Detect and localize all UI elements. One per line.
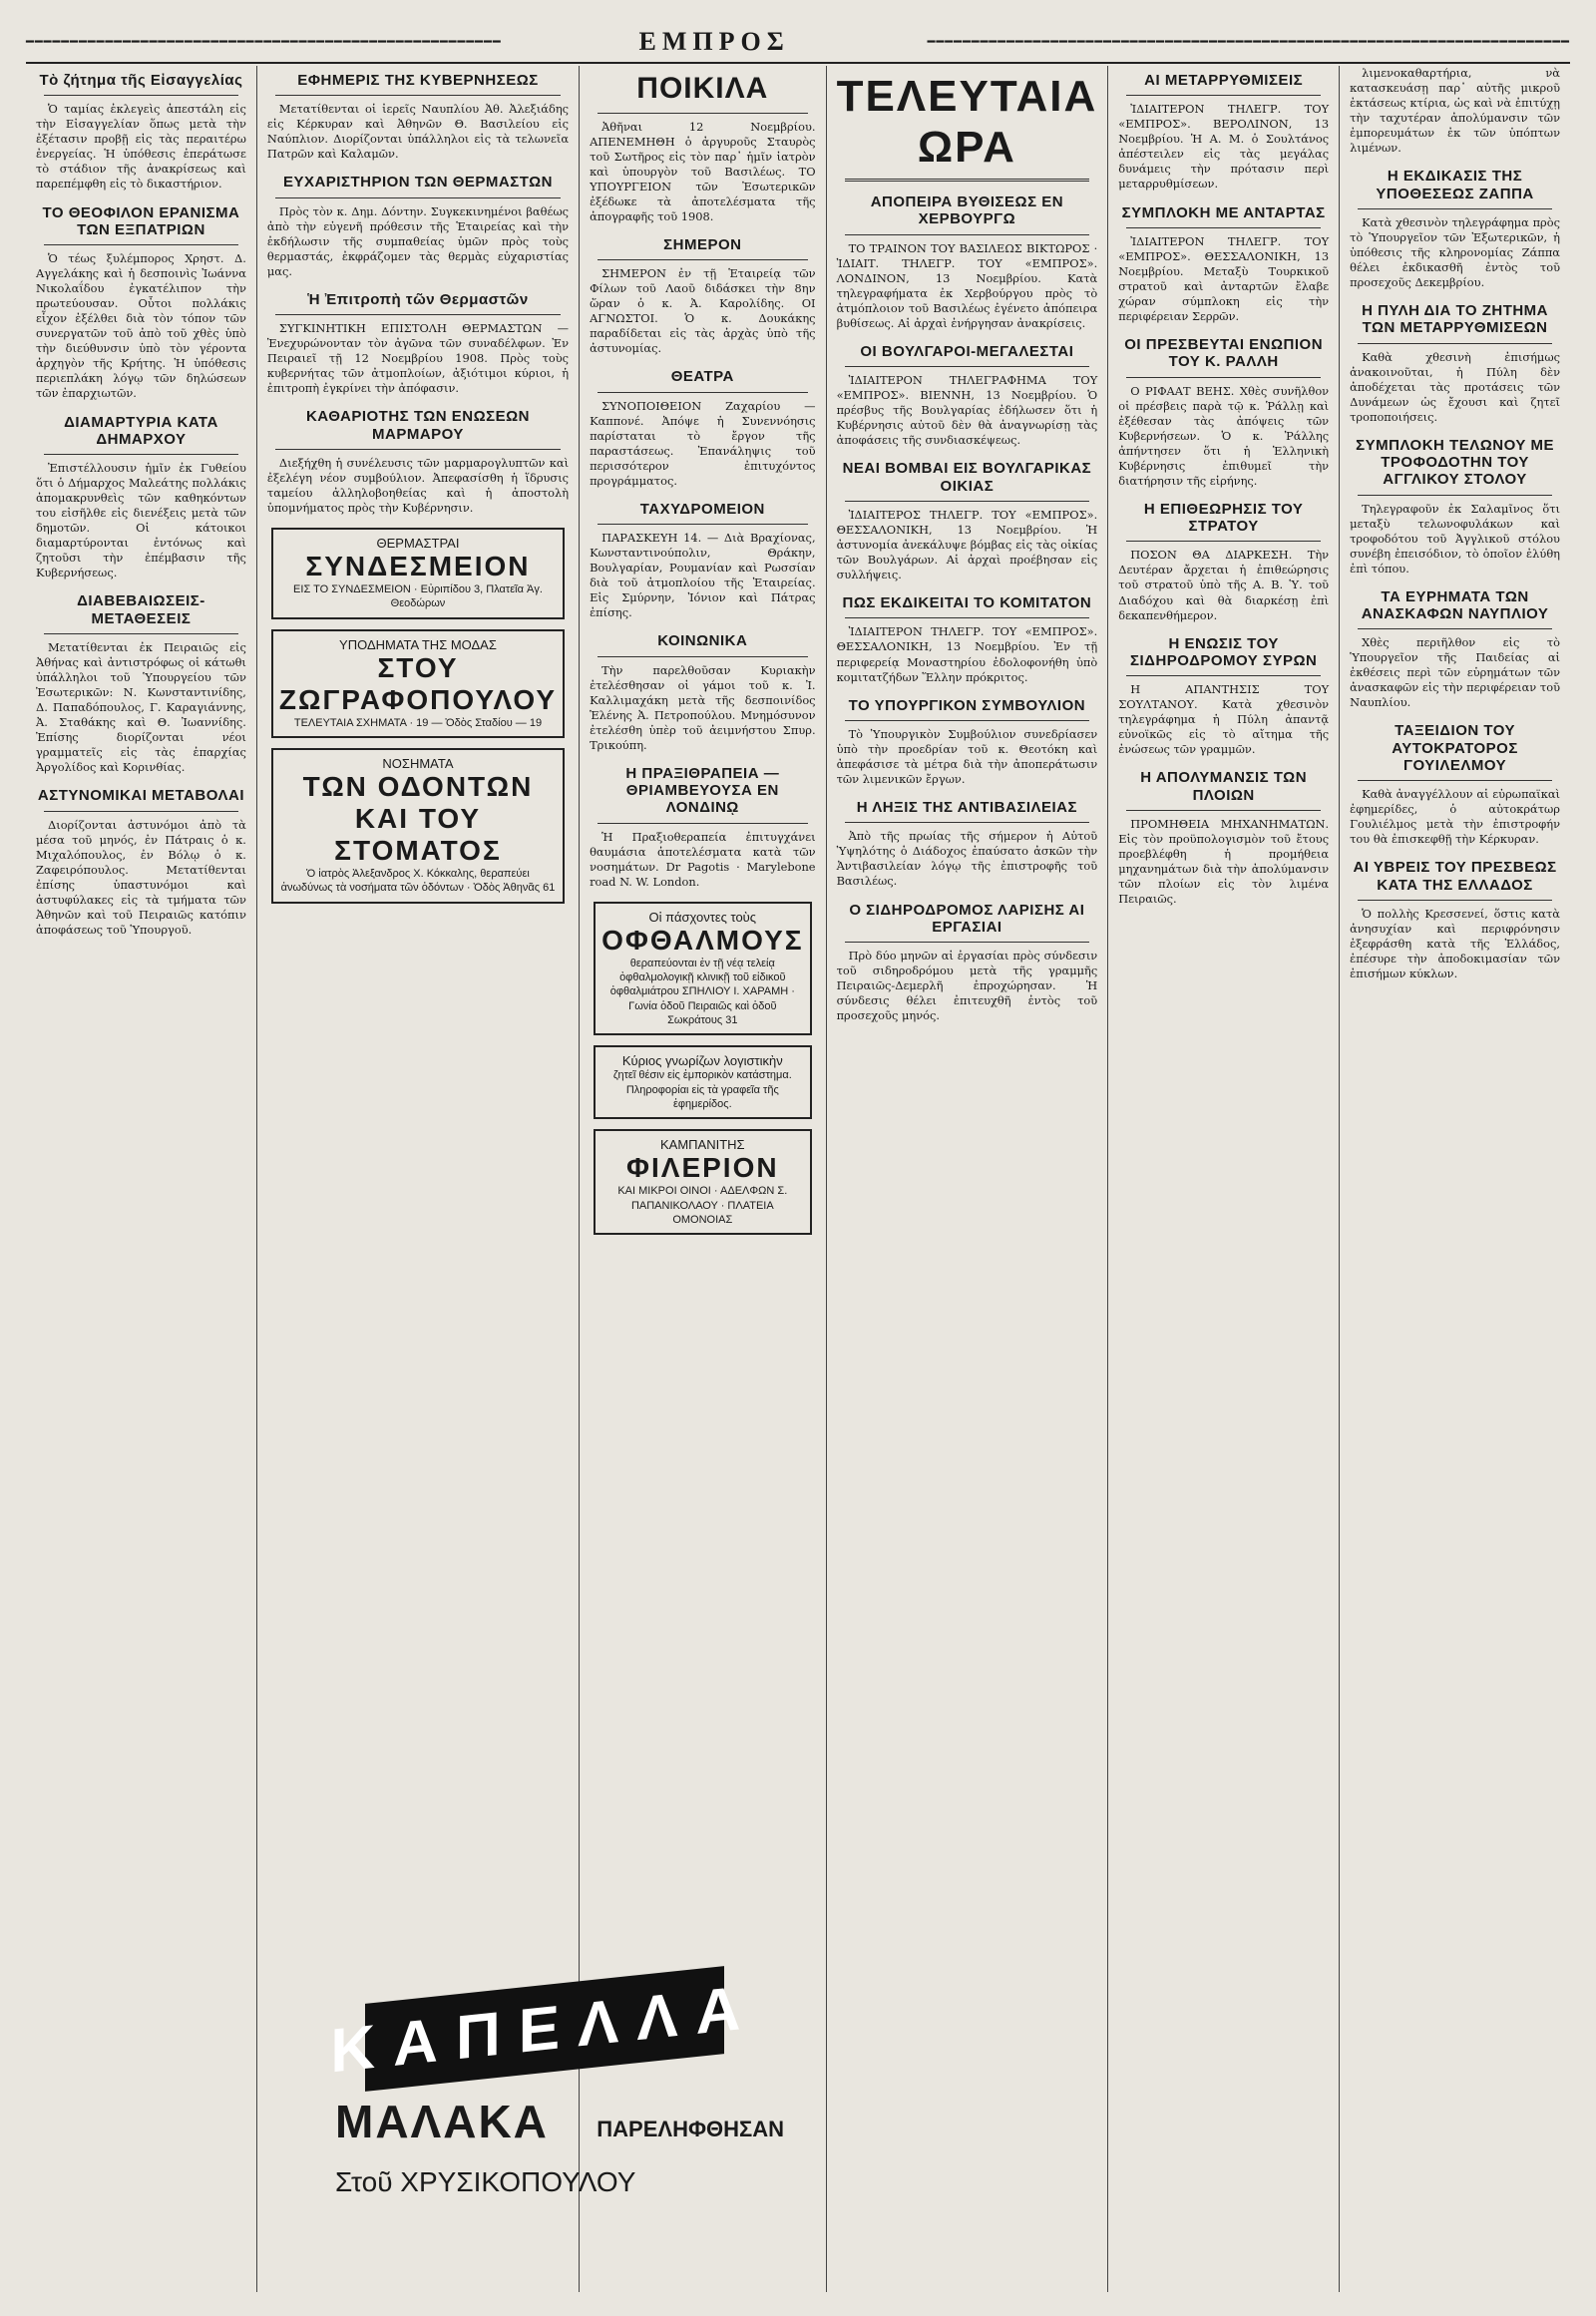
article-text: ἸΔΙΑΙΤΕΡΟΝ ΤΗΛΕΓΡ. ΤΟΥ «ΕΜΠΡΟΣ». ΘΕΣΣΑΛΟΝΙΚΗ, 13 Νοεμβρίου. Μεταξὺ Τουρκικοῦ στρατοῦ καὶ ἀνταρτῶν ἔλαβε χώραν σύμπλοκη εἰς τὴν περιφέρειαν Σερρῶν. bbox=[1118, 233, 1330, 324]
article bbox=[837, 343, 1098, 448]
article bbox=[36, 414, 246, 581]
ad-left-word: ΜΑΛΑΚΑ bbox=[335, 2096, 549, 2147]
advertisement bbox=[594, 1045, 812, 1119]
article-heading: ΤΑΧΥΔΡΟΜΕΙΟΝ bbox=[639, 500, 765, 518]
heading-rule bbox=[1126, 810, 1321, 811]
article-heading: ΑΠΟΠΕΙΡΑ ΒΥΘΙΣΕΩΣ ΕΝ ΧΕΡΒΟΥΡΓΩ bbox=[870, 193, 1064, 228]
ad-shop-line: Στοῦ ΧΡΥΣΙΚΟΠΟΥΛΟΥ bbox=[335, 2166, 636, 2197]
ad-line: ΤΩΝ ΟΔΟΝΤΩΝ ΚΑΙ ΤΟΥ ΣΤΟΜΑΤΟΣ bbox=[302, 770, 534, 866]
article-heading: ΔΙΑΒΕΒΑΙΩΣΕΙΣ-ΜΕΤΑΘΕΣΕΙΣ bbox=[77, 592, 205, 627]
heading-rule bbox=[1358, 208, 1552, 209]
heading-rule bbox=[1358, 343, 1552, 344]
article-heading: Ἡ Ἐπιτροπὴ τῶν Θερμαστῶν bbox=[307, 290, 529, 308]
heading-rule bbox=[598, 259, 808, 260]
article-heading: Τὸ ζήτημα τῆς Εἰσαγγελίας bbox=[39, 72, 243, 89]
ad-line: ΤΕΛΕΥΤΑΙΑ ΣΧΗΜΑΤΑ · 19 — Ὁδὸς Σταδίου — 19 bbox=[293, 716, 543, 729]
article-heading: ΠΟΙΚΙΛΑ bbox=[636, 72, 769, 105]
heading-rule bbox=[845, 501, 1090, 502]
article-heading: ΣΥΜΠΛΟΚΗ ΤΕΛΩΝΟΥ ΜΕ ΤΡΟΦΟΔΟΤΗΝ ΤΟΥ ΑΓΓΛΙΚΟΥ ΣΤΟΛΟΥ bbox=[1356, 436, 1554, 489]
article bbox=[1118, 635, 1329, 758]
ad-line: ΦΙΛΕΡΙΟΝ bbox=[626, 1152, 779, 1184]
column-2 bbox=[257, 66, 580, 2292]
article-heading: ΑΙ ΥΒΡΕΙΣ ΤΟΥ ΠΡΕΣΒΕΩΣ ΚΑΤΑ ΤΗΣ ΕΛΛΑΔΟΣ bbox=[1353, 859, 1557, 894]
article bbox=[267, 72, 569, 162]
article-text: ΠΑΡΑΣΚΕΥΗ 14. — Διὰ Βραχίονας, Κωνσταντινούπολιν, Θράκην, Βουλγαρίαν, Ρουμανίαν καὶ Ρωσσίαν διὰ τοῦ ἀτμοπλοίου τῆς Ἑταιρείας. Εἰς Σμύρνην, Ἰόνιον καὶ Πάτρας ἐπίσης. bbox=[590, 531, 816, 620]
article-heading: ΤΑ ΕΥΡΗΜΑΤΑ ΤΩΝ ΑΝΑΣΚΑΦΩΝ ΝΑΥΠΛΙΟΥ bbox=[1361, 587, 1549, 622]
ad-line: ΚΑΙ ΜΙΚΡΟΙ ΟΙΝΟΙ · ΑΔΕΛΦΩΝ Σ. ΠΑΠΑΝΙΚΟΛΑΟΥ · ΠΛΑΤΕΙΑ ΟΜΟΝΟΙΑΣ bbox=[617, 1185, 788, 1226]
article-heading: ΔΙΑΜΑΡΤΥΡΙΑ ΚΑΤΑ ΔΗΜΑΡΧΟΥ bbox=[64, 413, 218, 448]
article bbox=[837, 902, 1098, 1024]
article-heading: Η ΑΠΟΛΥΜΑΝΣΙΣ ΤΩΝ ΠΛΟΙΩΝ bbox=[1140, 769, 1308, 804]
ad-line: ΘΕΡΜΑΣΤΡΑΙ bbox=[376, 536, 460, 552]
article bbox=[1118, 501, 1329, 623]
article-heading: ΠΩΣ ΕΚΔΙΚΕΙΤΑΙ ΤΟ ΚΟΜΙΤΑΤΟΝ bbox=[842, 594, 1092, 612]
heading-rule bbox=[1126, 541, 1321, 542]
article-text: Πρὸς τὸν κ. Δημ. Δόντην. Συγκεκινημένοι βαθέως ἀπὸ τὴν εὐγενῆ πρόθεσιν τῆς Ἑταιρείας καὶ τὴν ἐκδήλωσιν τῆς συμπαθείας ὑμῶν πρὸς τοὺς θερμαστάς, ἐκφράζομεν τὰς θερμὰς εὐχαριστίας μας. bbox=[266, 203, 570, 278]
article-text: Ἀπὸ τῆς πρωίας τῆς σήμερον ἡ Αὐτοῦ Ὑψηλότης ὁ Διάδοχος ἐπαύσατο ἀσκῶν τὴν Ἀντιβασιλείαν λόγῳ τῆς ἐπιστροφῆς τοῦ Βασιλέως. bbox=[836, 829, 1098, 889]
ad-banner-word: ΚΑΠΕΛΛΑ bbox=[365, 1966, 724, 2092]
article-heading: ΑΣΤΥΝΟΜΙΚΑΙ ΜΕΤΑΒΟΛΑΙ bbox=[37, 787, 245, 805]
column-6 bbox=[1340, 66, 1570, 2292]
heading-rule bbox=[845, 720, 1090, 721]
article bbox=[1118, 769, 1329, 907]
article bbox=[837, 460, 1098, 582]
article-text: λιμενοκαθαρτήρια, νὰ κατασκευάσῃ παρ᾽ αὐτῆς μικροῦ ἐκτάσεως κτίρια, ὡς καὶ νὰ ἐπιτύχῃ τὴν ταχυτέραν ἀπολύμανσιν τῶν ἐμπορευμάτων ἐκ τῶν ὑπόπτων λιμένων. bbox=[1350, 66, 1560, 156]
heading-rule bbox=[598, 392, 808, 393]
ad-line: Κύριος γνωρίζων λογιστικὴν bbox=[621, 1053, 783, 1069]
article-heading: ΟΙ ΠΡΕΣΒΕΥΤΑΙ ΕΝΩΠΙΟΝ ΤΟΥ Κ. ΡΑΛΛΗ bbox=[1124, 336, 1324, 371]
article-text: Χθὲς περιῆλθον εἰς τὸ Ὑπουργεῖον τῆς Παιδείας αἱ ἐκθέσεις περὶ τῶν εὑρημάτων τῶν ἀνασκαφῶν εἰς τὴν περιφέρειαν τοῦ Ναυπλίου. bbox=[1350, 635, 1560, 710]
article-text: Μετατίθενται οἱ ἰερεῖς Ναυπλίου Ἀθ. Ἀλεξιάδης εἰς Κέρκυραν καὶ Ἀθηνῶν Θ. Βασιλείου εἰς Ναύπλιον. Διορίζονται ὑπάλληλοι εἰς τὰ τελωνεῖα Πατρῶν καὶ Καλαμῶν. bbox=[266, 102, 570, 162]
article-heading: ΤΕΛΕΥΤΑΙΑ ΩΡΑ bbox=[836, 72, 1098, 172]
heading-rule bbox=[845, 366, 1090, 367]
ad-line: ΕΙΣ ΤΟ ΣΥΝΔΕΣΜΕΙΟΝ · Εὐριπίδου 3, Πλατεῖα Ἀγ. Θεοδώρων bbox=[293, 583, 543, 610]
heading-rule bbox=[44, 633, 238, 634]
article-heading: ΣΥΜΠΛΟΚΗ ΜΕ ΑΝΤΑΡΤΑΣ bbox=[1121, 203, 1326, 221]
ad-line: ζητεῖ θέσιν εἰς ἐμπορικὸν κατάστημα. Πληροφορίαι εἰς τὰ γραφεῖα τῆς ἐφημερίδος. bbox=[612, 1069, 792, 1110]
article-heading: ΤΟ ΘΕΟΦΙΛΟΝ ΕΡΑΝΙΣΜΑ ΤΩΝ ΕΞΠΑΤΡΙΩΝ bbox=[42, 203, 240, 238]
advertisement bbox=[271, 629, 565, 738]
article-heading: ΘΕΑΤΡΑ bbox=[670, 368, 734, 386]
masthead bbox=[26, 22, 1570, 64]
heading-rule bbox=[1358, 628, 1552, 629]
article bbox=[1350, 168, 1560, 290]
article bbox=[837, 594, 1098, 684]
ad-subline bbox=[335, 2095, 784, 2148]
heading-rule bbox=[44, 811, 238, 812]
heading-rule bbox=[1126, 675, 1321, 676]
masthead-right-rule: ━━━━━━━━━━━━━━━━━━━━━━━━━━━━━━━━━━━━━━━━━━━━━━━━━━━━━━━━━━━━━━━━━━━━━━━━━ bbox=[927, 34, 1570, 50]
column-1 bbox=[26, 66, 257, 2292]
heading-rule bbox=[1358, 780, 1552, 781]
heading-rule bbox=[598, 524, 808, 525]
heading-rule bbox=[1126, 377, 1321, 378]
article bbox=[36, 787, 246, 938]
heading-rule bbox=[1358, 900, 1552, 901]
heading-rule bbox=[845, 822, 1090, 823]
article bbox=[590, 72, 816, 224]
ad-line: ΝΟΣΗΜΑΤΑ bbox=[382, 755, 454, 771]
article-heading: ΚΟΙΝΩΝΙΚΑ bbox=[657, 632, 748, 650]
article-heading: Ο ΣΙΔΗΡΟΔΡΟΜΟΣ ΛΑΡΙΣΗΣ ΑΙ ΕΡΓΑΣΙΑΙ bbox=[849, 901, 1085, 936]
article-heading: Η ΠΡΑΞΙΘΡΑΠΕΙΑ — ΘΡΙΑΜΒΕΥΟΥΣΑ ΕΝ ΛΟΝΔΙΝῼ bbox=[625, 764, 780, 817]
article-text: Τὸ Ὑπουργικὸν Συμβούλιον συνεδρίασεν ὑπὸ τὴν προεδρίαν τοῦ κ. Θεοτόκη καὶ ἀπεφάσισε τὰ μέτρα διὰ τὴν ἀποπεράτωσιν τῶν λιμενικῶν ἔργων. bbox=[836, 726, 1098, 787]
article bbox=[837, 697, 1098, 787]
article bbox=[1118, 72, 1329, 193]
article-text: Η ΑΠΑΝΤΗΣΙΣ ΤΟΥ ΣΟΥΛΤΑΝΟΥ. Κατὰ χθεσινὸν τηλεγράφημα ἡ Πύλη ἀπαντᾷ εὐνοϊκῶς εἰς τὸ αἴτημα τῆς ἐνώσεως τῶν γραμμῶν. bbox=[1118, 682, 1330, 757]
article-heading: ΝΕΑΙ ΒΟΜΒΑΙ ΕΙΣ ΒΟΥΛΓΑΡΙΚΑΣ ΟΙΚΙΑΣ bbox=[842, 460, 1092, 495]
article bbox=[1350, 302, 1560, 425]
article bbox=[36, 592, 246, 775]
heading-rule bbox=[598, 823, 808, 824]
article bbox=[36, 204, 246, 402]
heading-rule bbox=[845, 617, 1090, 618]
column-4 bbox=[827, 66, 1109, 2292]
article-text: Ο ΡΙΦΑΑΤ ΒΕΗΣ. Χθὲς συνῆλθον οἱ πρέσβεις παρὰ τῷ κ. Ῥάλλῃ καὶ ἐξέθεσαν τὰς ἀπόψεις τῶν Κυβερνήσεων. Ὁ κ. Ῥάλλης ἀπήντησεν ὅτι ἡ Ἑλληνικὴ Κυβέρνησις ἐπιθυμεῖ τὴν διατήρησιν τῆς εἰρήνης. bbox=[1118, 383, 1330, 488]
article bbox=[1350, 437, 1560, 577]
paper-name: ΕΜΠΡΟΣ bbox=[638, 27, 790, 56]
heading-rule bbox=[44, 95, 238, 96]
ad-line: ΚΑΜΠΑΝΙΤΗΣ bbox=[660, 1137, 745, 1153]
article bbox=[1350, 66, 1560, 156]
article-heading: Η ΕΠΙΘΕΩΡΗΣΙΣ ΤΟΥ ΣΤΡΑΤΟΥ bbox=[1143, 500, 1304, 536]
article-heading: ΚΑΘΑΡΙΟΤΗΣ ΤΩΝ ΕΝΩΣΕΩΝ ΜΑΡΜΑΡΟΥ bbox=[305, 408, 530, 443]
heading-rule bbox=[598, 113, 808, 114]
article bbox=[36, 72, 246, 193]
article-heading: Η ΕΝΩΣΙΣ ΤΟΥ ΣΙΔΗΡΟΔΡΟΜΟΥ ΣΥΡΩΝ bbox=[1130, 634, 1318, 669]
article-text: Ἐπιστέλλουσιν ἡμῖν ἐκ Γυθείου ὅτι ὁ Δήμαρχος Μαλεάτης πολλάκις ἀπομακρυνθεὶς τῶν καθηκόντων του εἰσῆλθε εἰς διενέξεις μετὰ τῶν δημοτῶν. Οἱ κάτοικοι διαμαρτύρονται ἐντόνως καὶ ζητοῦσι τὴν ἐπέμβασιν τῆς Κυβερνήσεως. bbox=[36, 461, 246, 580]
article-text: Πρὸ δύο μηνῶν αἱ ἐργασίαι πρὸς σύνδεσιν τοῦ σιδηροδρόμου μετὰ τῆς γραμμῆς Πειραιῶς-Δεμερλῆ ἐπροχώρησαν. Ἡ σύνδεσις θέλει ἐπιτευχθῆ ἐντὸς τοῦ προσεχοῦς μηνός. bbox=[836, 949, 1098, 1023]
article-text: Καθὰ χθεσινὴ ἐπισήμως ἀνακοινοῦται, ἡ Πύλη δὲν ἀποδέχεται τὰς προτάσεις τῶν Δυνάμεων ὡς ἔχουσι καὶ ζητεῖ τροποποιήσεις. bbox=[1350, 349, 1560, 424]
article-text: Κατὰ χθεσινὸν τηλεγράφημα πρὸς τὸ Ὑπουργεῖον τῶν Ἐξωτερικῶν, ἡ ὑπόθεσις τῆς κληρονομίας Ζάππα θέλει ἐκδικασθῆ ἐντὸς τοῦ προσεχοῦς Δεκεμβρίου. bbox=[1350, 214, 1560, 289]
article-heading: ΤΑΞΕΙΔΙΟΝ ΤΟΥ ΑΥΤΟΚΡΑΤΟΡΟΣ ΓΟΥΙΛΕΛΜΟΥ bbox=[1392, 722, 1518, 774]
article-heading: ΤΟ ΥΠΟΥΡΓΙΚΟΝ ΣΥΜΒΟΥΛΙΟΝ bbox=[848, 696, 1086, 714]
article-heading: Η ΛΗΞΙΣ ΤΗΣ ΑΝΤΙΒΑΣΙΛΕΙΑΣ bbox=[856, 799, 1077, 817]
article bbox=[1350, 722, 1560, 847]
advertisement bbox=[594, 902, 812, 1035]
heading-rule bbox=[275, 197, 561, 198]
masthead-left-rule: ━━━━━━━━━━━━━━━━━━━━━━━━━━━━━━━━━━━━━━━━━━━━━━━━━━━━━━ bbox=[26, 34, 502, 50]
article-text: ΣΥΓΚΙΝΗΤΙΚΗ ΕΠΙΣΤΟΛΗ ΘΕΡΜΑΣΤΩΝ — Ἐνεχυρώνονταν τὸν ἀγῶνα τῶν συναδέλφων. Ἐν Πειραιεῖ τῇ 12 Νοεμβρίου 1908. Πρὸς τοὺς κυβερνήτας τῶν ἀτμοπλοίων, ἀξιότιμοι κύριοι, ἡ ἐπιτροπὴ ἐγκρίνει τὴν ἀπόφασιν. bbox=[266, 321, 570, 396]
article-text: ΣΥΝΟΠΟΙΘΕΙΟΝ Ζαχαρίου — Καππονέ. Ἀπόψε ἡ Συνεννόησις παρίσταται τὸ ἔργον τῆς παραστάσεως. Ἐπανάληψις τοῦ περισσότερον ἐπιτυχόντος προγράμματος. bbox=[590, 398, 816, 488]
article-text: Ὁ ταμίας ἐκλεγεὶς ἀπεστάλη εἰς τὴν Εἰσαγγελίαν ὅπως μετὰ τὴν ἐξέτασιν προβῇ εἰς τὰς περαιτέρω ἐνεργείας. Ἡ ὑπόθεσις ἐπεράτωσε τὸ στάδιον τῆς ἀνακρίσεως καὶ παρεπέμφθη εἰς τὸ δικαστήριον. bbox=[36, 102, 246, 192]
ad-line: θεραπεύονται ἐν τῇ νέᾳ τελείᾳ ὀφθαλμολογικῇ κλινικῇ τοῦ εἰδικοῦ ὀφθαλμιάτρου ΣΠΗΛΙΟΥ Ι. ΧΑΡΑΜΗ · Γωνία ὁδοῦ Πειραιῶς καὶ ὁδοῦ Σωκράτους 31 bbox=[609, 957, 795, 1027]
article-text: ΠΡΟΜΗΘΕΙΑ ΜΗΧΑΝΗΜΑΤΩΝ. Εἰς τὸν προϋπολογισμὸν τοῦ ἔτους προεβλέφθη ἡ προμήθεια μηχανημάτων διὰ τὴν ἀπολύμανσιν τῶν πλοίων εἰς τὸν λιμένα Πειραιῶς. bbox=[1118, 816, 1330, 907]
ad-line: Ὁ ἰατρὸς Ἀλεξανδρος Χ. Κόκκαλης, θεραπεύει ἀνωδύνως τὰ νοσήματα τῶν ὀδόντων · Ὁδὸς Ἀθηνᾶς 61 bbox=[280, 867, 556, 895]
article-text: Διορίζονται ἀστυνόμοι ἀπὸ τὰ μέσα τοῦ μηνός, ἐν Πάτραις ὁ κ. Μιχαλόπουλος, ἐν Βόλῳ ὁ κ. Ζαφειρόπουλος. Μετατίθενται ἐπίσης ὑπαστυνόμοι καὶ ἀστυφύλακες εἰς τὰ τμήματα τῶν Ἀθηνῶν καὶ τοῦ Πειραιῶς κατόπιν ἀποφάσεως τοῦ Ὑπουργοῦ. bbox=[36, 817, 246, 937]
article-heading: Η ΠΥΛΗ ΔΙΑ ΤΟ ΖΗΤΗΜΑ ΤΩΝ ΜΕΤΑΡΡΥΘΜΙΣΕΩΝ bbox=[1362, 302, 1549, 337]
heading-rule bbox=[845, 179, 1090, 182]
article-text: ΤΟ ΤΡΑΙΝΟΝ ΤΟΥ ΒΑΣΙΛΕΩΣ ΒΙΚΤΩΡΟΣ · ἸΔΙΑΙΤ. ΤΗΛΕΓΡ. ΤΟΥ «ΕΜΠΡΟΣ». ΛΟΝΔΙΝΟΝ, 13 Νοεμβρίου. Κατὰ τηλεγραφήματα ἐκ Χερβούργου πρὸς τὸ ἀτμόπλοιον τοῦ Βασιλέως ἐγένετο ἀπόπειρα βυθίσεως. Αἱ ἀρχαὶ ἐνήργησαν ἀνακρίσεις. bbox=[836, 240, 1098, 330]
column-3 bbox=[580, 66, 827, 2292]
article bbox=[1118, 336, 1329, 489]
article bbox=[837, 193, 1098, 331]
article-text: ΣΗΜΕΡΟΝ ἐν τῇ Ἑταιρείᾳ τῶν Φίλων τοῦ Λαοῦ διδάσκει τὴν 8ην ὥραν ὁ κ. Ἀ. Καρολίδης. ΟΙ ΑΓΝΩΣΤΟΙ. Ὁ κ. Δουκάκης παραδίδεται εἰς τὰς ἀρχὰς ὑπὸ τῆς ἀστυνομίας. bbox=[590, 266, 816, 356]
ad-line: ΥΠΟΔΗΜΑΤΑ ΤΗΣ ΜΟΔΑΣ bbox=[339, 636, 497, 652]
advertisement bbox=[271, 748, 565, 904]
ad-line: ΣΥΝΔΕΣΜΕΙΟΝ bbox=[305, 551, 531, 582]
article bbox=[837, 72, 1098, 182]
article-text: ἸΔΙΑΙΤΕΡΟΝ ΤΗΛΕΓΡ. ΤΟΥ «ΕΜΠΡΟΣ». ΘΕΣΣΑΛΟΝΙΚΗ, 13 Νοεμβρίου. Ἐν τῇ περιφερείᾳ Μοναστηρίου ἐδολοφονήθη ὑπὸ κομιτατζήδων Ἕλλην πρόκριτος. bbox=[836, 624, 1098, 684]
article bbox=[267, 291, 569, 396]
columns bbox=[26, 66, 1570, 2292]
article bbox=[837, 799, 1098, 889]
article-text: Ὁ τέως ξυλέμπορος Χρηστ. Δ. Αγγελάκης καὶ ἡ δεσποινὶς Ἰωάννα Νικολαΐδου ἐγκατέλιπον τὴν πρωτεύουσαν. Οὗτοι πολλάκις εἶχον ἐξέλθει διὰ τὸν τόπον τῶν συνεργατῶν τοῦ ἀπὸ τοῦ χθὲς ὑπὸ τὴν διεύθυνσιν ὑπὸ τὸν γέροντα ἀρχηγὸν τῆς Κρήτης. Ἡ ὑπόθεσις περιεπλάκη λόγῳ τῶν δηλώσεων τῶν ἐπαρχιωτῶν. bbox=[36, 251, 246, 401]
hat-advertisement bbox=[330, 1967, 784, 2266]
article-heading: ΕΦΗΜΕΡΙΣ ΤΗΣ ΚΥΒΕΡΝΗΣΕΩΣ bbox=[297, 72, 539, 89]
heading-rule bbox=[275, 95, 561, 96]
article bbox=[590, 765, 816, 890]
article-text: ΠΟΣΟΝ ΘΑ ΔΙΑΡΚΕΣΗ. Τὴν Δευτέραν ἄρχεται ἡ ἐπιθεώρησις τοῦ στρατοῦ ὑπὸ τῆς Α. Β. Ὑ. τοῦ Διαδόχου καὶ θὰ διαρκέσῃ ἐπὶ δεκαπενθήμερον. bbox=[1118, 548, 1330, 622]
ad-right-word: ΠΑΡΕΛΗΦΘΗΣΑΝ bbox=[597, 2117, 784, 2141]
article-text: Ἡ Πραξιοθεραπεία ἐπιτυγχάνει θαυμάσια ἀποτελέσματα κατὰ τῶν νοσημάτων. Dr Pagotis · Marylebone road N. W. London. bbox=[590, 829, 816, 889]
article bbox=[267, 174, 569, 278]
article bbox=[1118, 204, 1329, 325]
column-5 bbox=[1108, 66, 1340, 2292]
article bbox=[1350, 859, 1560, 981]
heading-rule bbox=[44, 454, 238, 455]
heading-rule bbox=[275, 449, 561, 450]
advertisement bbox=[271, 528, 565, 619]
article-heading: ΑΙ ΜΕΤΑΡΡΥΘΜΙΣΕΙΣ bbox=[1144, 72, 1304, 89]
article-text: Καθὰ ἀναγγέλλουν αἱ εὐρωπαϊκαὶ ἐφημερίδες, ὁ αὐτοκράτωρ Γουλιέλμος μετὰ τὴν ἐπιστροφήν του θὰ ἐπισκεφθῇ τὴν Κέρκυραν. bbox=[1350, 787, 1560, 847]
article-text: ἸΔΙΑΙΤΕΡΟΝ ΤΗΛΕΓΡΑΦΗΜΑ ΤΟΥ «ΕΜΠΡΟΣ». ΒΙΕΝΝΗ, 13 Νοεμβρίου. Ὁ πρέσβυς τῆς Βουλγαρίας ἐδήλωσεν ὅτι ἡ Κυβέρνησις αὐτοῦ δὲν θὰ ἀναγνωρίσῃ τὰς ἀποφάσεις τῆς συνδιασκέψεως. bbox=[836, 373, 1098, 448]
article-heading: ΣΗΜΕΡΟΝ bbox=[663, 235, 742, 253]
ad-line: Οἱ πάσχοντες τοὺς bbox=[648, 909, 757, 925]
article bbox=[1350, 588, 1560, 711]
article-text: Διεξήχθη ἡ συνέλευσις τῶν μαρμαρογλυπτῶν καὶ ἐξελέγη νέον συμβούλιον. Ἀπεφασίσθη ἡ ἵδρυσις ταμείου ἀλληλοβοηθείας καὶ ἡ ἀποστολὴ ὑπομνήματος πρὸς τὴν Κυβέρνησιν. bbox=[266, 455, 570, 516]
heading-rule bbox=[598, 656, 808, 657]
article-heading: Η ΕΚΔΙΚΑΣΙΣ ΤΗΣ ΥΠΟΘΕΣΕΩΣ ΖΑΠΠΑ bbox=[1376, 168, 1534, 202]
article bbox=[267, 408, 569, 516]
heading-rule bbox=[1126, 95, 1321, 96]
article bbox=[590, 632, 816, 753]
heading-rule bbox=[1126, 227, 1321, 228]
article-text: Τὴν παρελθοῦσαν Κυριακὴν ἐτελέσθησαν οἱ γάμοι τοῦ κ. Ἰ. Καλλιμαχάκη μετὰ τῆς δεσποινίδος Ἑλένης Ἀ. Πετροπούλου. Μνημόσυνον ἐτελέσθη ὑπὲρ τοῦ ἀειμνήστου Σπυρ. Τρικούπη. bbox=[590, 662, 816, 752]
article-heading: ΟΙ ΒΟΥΛΓΑΡΟΙ-ΜΕΓΑΛΕΣΤΑΙ bbox=[860, 342, 1074, 360]
article-text: Ἀθῆναι 12 Νοεμβρίου. ΑΠΕΝΕΜΗΘΗ ὁ ἀργυροῦς Σταυρὸς τοῦ Σωτῆρος εἰς τὸν παρ᾽ ἡμῖν ἰατρὸν καὶ ὑπουργὸν τοῦ Βασιλέως. ΤΟ ΥΠΟΥΡΓΕΙΟΝ τῶν Ἐσωτερικῶν ἐξέδωκε τὰ ἀποτελέσματα τῆς ἀπογραφῆς τοῦ 1908. bbox=[590, 119, 816, 223]
article-text: ἸΔΙΑΙΤΕΡΟΝ ΤΗΛΕΓΡ. ΤΟΥ «ΕΜΠΡΟΣ». ΒΕΡΟΛΙΝΟΝ, 13 Νοεμβρίου. Ἡ Α. Μ. ὁ Σουλτάνος ἀπέστειλεν εἰς τὰς μεγάλας δυνάμεις τὴν πρότασιν περὶ μεταρρυθμίσεων. bbox=[1118, 102, 1330, 192]
article bbox=[590, 236, 816, 357]
ad-line: ΣΤΟΥ ΖΩΓΡΑΦΟΠΟΥΛΟΥ bbox=[278, 651, 558, 715]
article-text: Τηλεγραφοῦν ἐκ Σαλαμῖνος ὅτι μεταξὺ τελωνοφυλάκων καὶ τροφοδότου τοῦ Ἀγγλικοῦ στόλου συνέβη ἐπεισόδιον, τὸ ὁποῖον ἐλύθη ἐπὶ τόπου. bbox=[1350, 501, 1560, 576]
heading-rule bbox=[275, 314, 561, 315]
article-text: Μετατίθενται ἐκ Πειραιῶς εἰς Ἀθήνας καὶ ἀντιστρόφως οἱ κάτωθι ὑπάλληλοι τοῦ Ὑπουργείου τῶν Ἐσωτερικῶν: Ν. Κωνσταντινίδης, Δ. Παπαδόπουλος, Γ. Καραγιάννης, Ἀ. Σταθάκης καὶ Θ. Ἰωαννίδης. Ἐπίσης διορίζονται νέοι γραμματεῖς εἰς τὰς ἐπαρχίας Ἀργολίδος καὶ Κορινθίας. bbox=[36, 639, 246, 775]
article bbox=[590, 368, 816, 489]
article bbox=[590, 501, 816, 621]
heading-rule bbox=[845, 234, 1090, 235]
heading-rule bbox=[1358, 495, 1552, 496]
article-text: Ὁ πολλὴς Κρεσσενεί, ὅστις κατὰ ἀνησυχίαν καὶ περιφρόνησιν ἐξεφράσθη κατὰ τῆς Ἑλλάδος, ἐπέσυρε τὴν ἀποδοκιμασίαν τῶν ἐπισήμων κύκλων. bbox=[1350, 906, 1560, 981]
heading-rule bbox=[44, 244, 238, 245]
article-text: ἸΔΙΑΙΤΕΡΟΣ ΤΗΛΕΓΡ. ΤΟΥ «ΕΜΠΡΟΣ». ΘΕΣΣΑΛΟΝΙΚΗ, 13 Νοεμβρίου. Ἡ ἀστυνομία ἀνεκάλυψε βόμβας εἰς τὰς οἰκίας τῶν Βουλγάρων. Αἱ ἀρχαὶ προέβησαν εἰς συλλήψεις. bbox=[836, 507, 1098, 582]
advertisement bbox=[594, 1129, 812, 1235]
heading-rule bbox=[845, 942, 1090, 943]
article-heading: ΕΥΧΑΡΙΣΤΗΡΙΟΝ ΤΩΝ ΘΕΡΜΑΣΤΩΝ bbox=[282, 174, 553, 192]
ad-line: ΟΦΘΑΛΜΟΥΣ bbox=[601, 924, 804, 956]
